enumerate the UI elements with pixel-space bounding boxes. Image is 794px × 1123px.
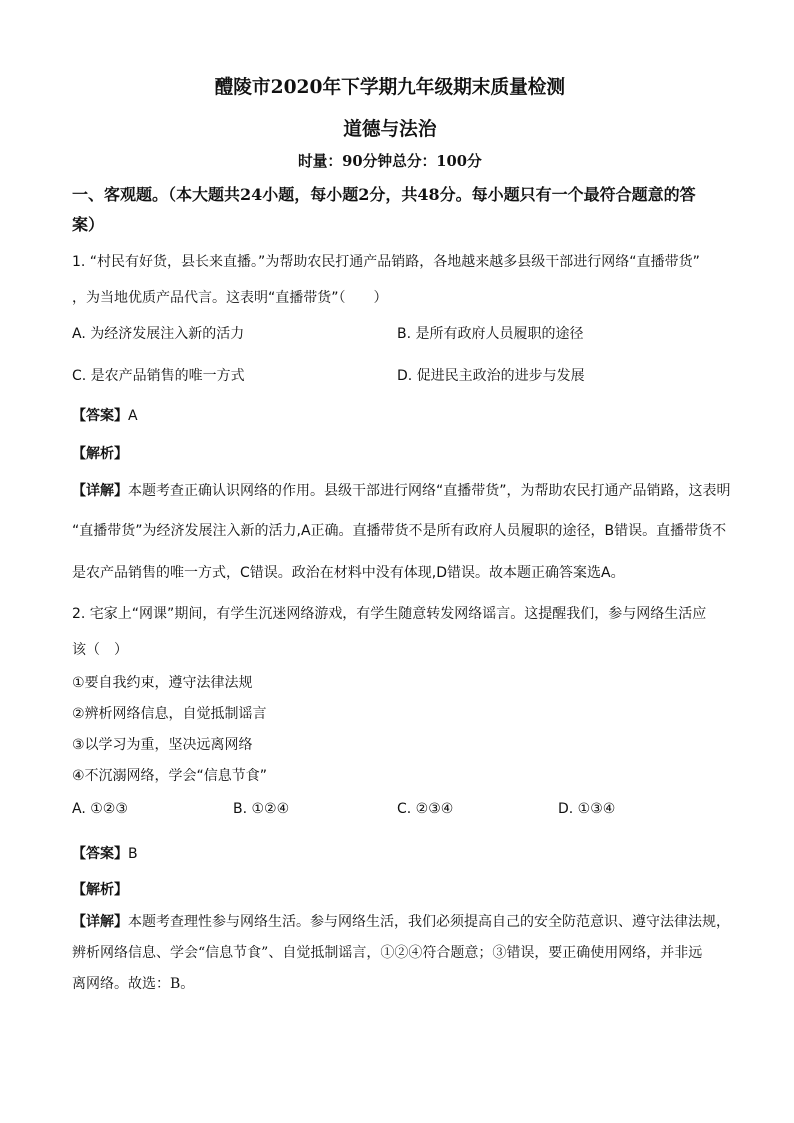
q2-stem: 2. 宅家上“网课”期间，有学生沉迷网络游戏，有学生随意转发网络谣言。这提醒我们，参与网络生活应	[72, 606, 707, 622]
q1-stem: 1. “村民有好货，县长来直播。”为帮助农民打通产品销路，各地越来越多县级干部进行网络“直播带货”	[72, 254, 700, 270]
q2-option-d: D. ①③④	[558, 801, 616, 817]
section-heading-cont: 案）	[72, 215, 105, 234]
analysis-tag: 【解析】	[72, 446, 128, 462]
q2-option-a: A. ①②③	[72, 801, 128, 817]
section-heading: 一、客观题。（本大题共24小题，每小题2分，共48分。每小题只有一个最符合题意的答	[72, 185, 696, 204]
exam-title: 醴陵市2020年下学期九年级期末质量检测	[214, 76, 566, 98]
q1-option-c: C. 是农产品销售的唯一方式	[72, 368, 245, 384]
q2-option-b: B. ①②④	[233, 801, 290, 817]
q2-item-4: ④不沉溺网络，学会“信息节食”	[72, 768, 268, 784]
time-score-line: 时量：90分钟总分：100分	[297, 152, 482, 170]
subject-title: 道德与法治	[343, 118, 437, 140]
q2-answer: B	[128, 846, 138, 862]
detail-tag: 【详解】	[72, 914, 128, 930]
q1-detail-line	[72, 480, 731, 500]
answer-tag: 【答案】	[72, 846, 128, 862]
q1-stem-cont: ，为当地优质产品代言。这表明“直播带货”（ ）	[72, 290, 388, 306]
q2-detail-cont-1: 辨析网络信息、学会“信息节食”、自觉抵制谣言，①②④符合题意；③错误，要正确使用网络，并非远	[72, 945, 703, 961]
q2-item-1: ①要自我约束，遵守法律法规	[72, 675, 253, 691]
q1-analysis-line	[72, 443, 128, 463]
q1-option-b: B. 是所有政府人员履职的途径	[397, 326, 584, 342]
detail-tag: 【详解】	[72, 483, 128, 499]
q1-answer: A	[128, 408, 138, 424]
q2-item-3: ③以学习为重，坚决远离网络	[72, 737, 253, 753]
q2-analysis-line	[72, 879, 128, 899]
q2-detail-text: 本题考查理性参与网络生活。参与网络生活，我们必须提高自己的安全防范意识、遵守法律法规，	[128, 914, 730, 930]
q2-stem-cont: 该（ ）	[72, 642, 128, 658]
q2-item-2: ②辨析网络信息，自觉抵制谣言	[72, 706, 267, 722]
q2-detail-line	[72, 911, 730, 931]
q1-answer-line	[72, 405, 138, 425]
q1-detail-cont-1: “直播带货”为经济发展注入新的活力,A正确。直播带货不是所有政府人员履职的途径，B错误。直播带货不	[72, 523, 727, 539]
answer-tag: 【答案】	[72, 408, 128, 424]
analysis-tag: 【解析】	[72, 882, 128, 898]
q1-detail-cont-2: 是农产品销售的唯一方式，C错误。政治在材料中没有体现,D错误。故本题正确答案选A。	[72, 565, 625, 581]
q1-option-d: D. 促进民主政治的进步与发展	[397, 368, 585, 384]
q1-detail-text: 本题考查正确认识网络的作用。县级干部进行网络“直播带货”，为帮助农民打通产品销路，这表明	[128, 483, 731, 499]
q2-answer-line	[72, 843, 138, 863]
q2-option-c: C. ②③④	[397, 801, 454, 817]
q2-detail-cont-2: 离网络。故选：B。	[72, 976, 195, 992]
q1-option-a: A. 为经济发展注入新的活力	[72, 326, 245, 342]
